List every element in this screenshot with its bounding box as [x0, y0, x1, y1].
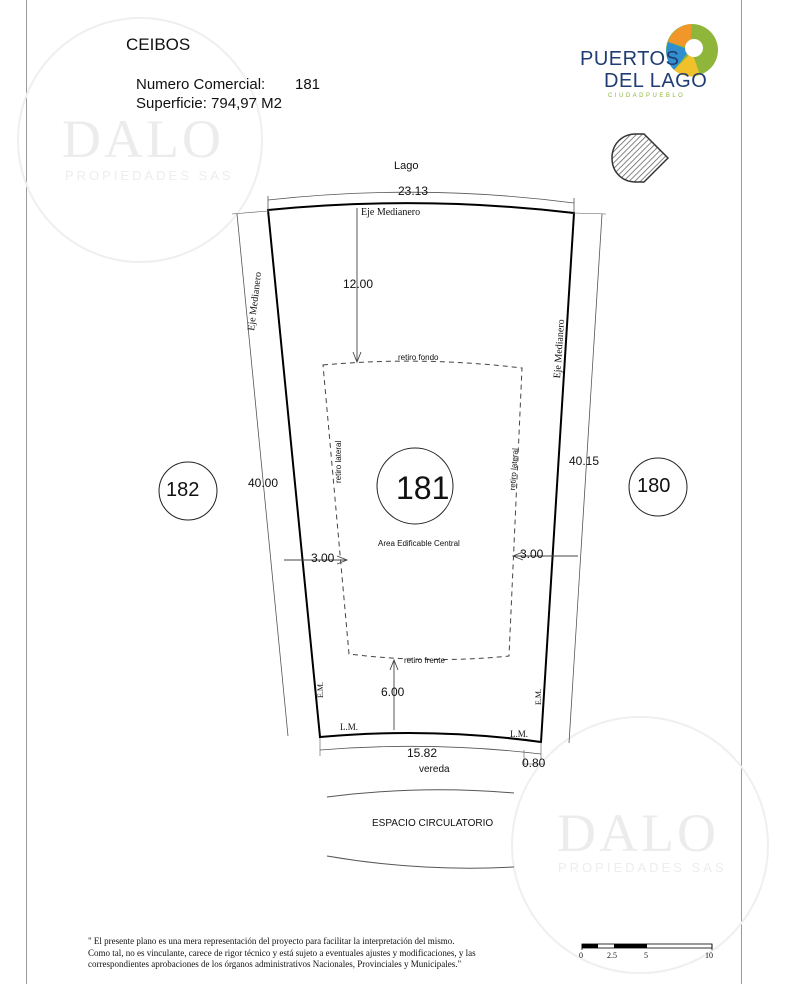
- label-lm-left: L.M.: [340, 722, 358, 732]
- label-lago: Lago: [394, 160, 419, 172]
- label-em-right: E.M.: [534, 689, 543, 705]
- dim-right-offset: 0.80: [522, 756, 546, 770]
- circulation-arc-top: [327, 790, 514, 797]
- disclaimer-line-2: Como tal, no es vinculante, carece de rigor técnico y está sujeto a eventuales ajustes y modificaciones, y las: [88, 947, 476, 958]
- circulation-arc-bottom: [327, 856, 514, 868]
- disclaimer-line-3: correspondientes aprobaciones de los órganos administrativos Nacionales, Provinciales y Municipales.": [88, 959, 462, 970]
- scale-bar: [582, 944, 712, 950]
- neighbor-left-number: 182: [166, 479, 200, 501]
- dim-side-right-value: 3.00: [520, 547, 544, 561]
- logo-text-line1: PUERTOS: [580, 48, 680, 70]
- watermark-sub-bottom: PROPIEDADES SAS: [558, 860, 727, 875]
- buildable-area: [323, 361, 522, 659]
- lot-number: 181: [396, 470, 450, 506]
- label-retiro-lateral-left: retiro lateral: [334, 440, 343, 483]
- logo-text-line2: DEL LAGO: [604, 70, 708, 92]
- disclaimer-line-1: " El presente plano es una mera representación del proyecto para facilitar la interpretación del mismo.: [88, 936, 455, 946]
- block-name: CEIBOS: [126, 35, 191, 54]
- label-em-left: E.M.: [316, 682, 325, 698]
- dim-rear-setback-value: 12.00: [343, 277, 374, 291]
- logo-tagline: CIUDADPUEBLO: [608, 93, 686, 99]
- label-eje-left: Eje Medianero: [246, 271, 265, 332]
- label-retiro-lateral-right: retiro lateral: [508, 447, 520, 491]
- disclaimer: [88, 936, 558, 971]
- dim-right-line: [569, 214, 602, 743]
- label-area-edificable: Area Edificable Central: [378, 539, 460, 548]
- label-retiro-fondo: retiro fondo: [398, 353, 439, 362]
- dim-left-line: [237, 214, 288, 736]
- dim-side-left-value: 3.00: [311, 551, 335, 565]
- comercial-label: Numero Comercial:: [136, 76, 266, 93]
- scale-mark-10: 10: [705, 951, 713, 960]
- dim-left-length: 40.00: [248, 476, 279, 490]
- label-lm-right: L.M.: [510, 729, 528, 739]
- label-eje-right: Eje Medianero: [552, 319, 568, 379]
- superficie-line: Superficie: 794,97 M2: [136, 95, 282, 112]
- neighbor-right-number: 180: [637, 475, 671, 497]
- watermark-brand-top: DALO: [62, 109, 224, 169]
- watermark-brand-bottom: DALO: [557, 803, 719, 863]
- watermark-sub-top: PROPIEDADES SAS: [65, 168, 234, 183]
- dim-top-width: 23.13: [398, 184, 429, 198]
- dim-bottom-width: 15.82: [407, 746, 438, 760]
- dim-right-length: 40.15: [569, 454, 600, 468]
- label-retiro-frente: retiro frente: [404, 656, 445, 665]
- scale-mark-5: 5: [644, 951, 648, 960]
- dim-front-setback-value: 6.00: [381, 685, 405, 699]
- scale-mark-0: 0: [579, 951, 583, 960]
- comercial-value: 181: [295, 76, 321, 93]
- label-espacio-circulatorio: ESPACIO CIRCULATORIO: [372, 818, 494, 829]
- label-vereda: vereda: [419, 764, 450, 775]
- scale-mark-2-5: 2.5: [607, 951, 617, 960]
- label-eje-top: Eje Medianero: [361, 207, 421, 218]
